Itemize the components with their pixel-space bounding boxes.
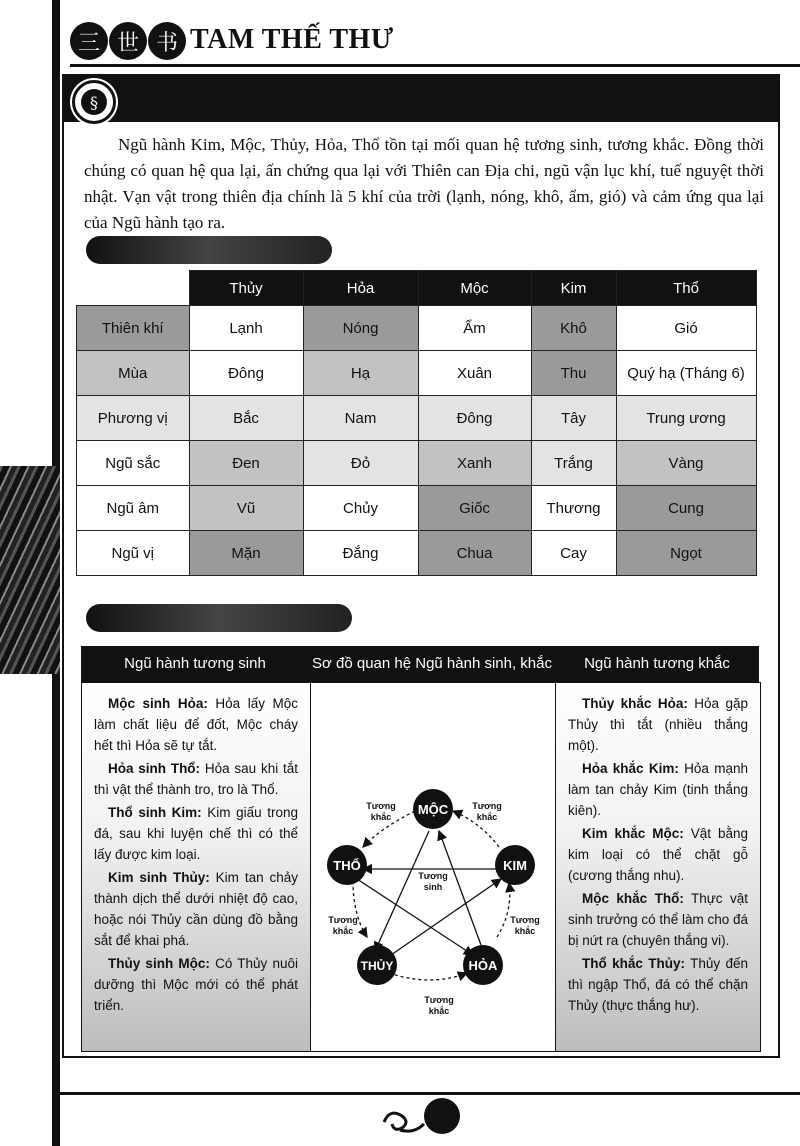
node-kim — [495, 845, 535, 885]
head-diagram: Sơ đồ quan hệ Ngũ hành sinh, khắc — [311, 655, 552, 672]
node-label: MỘC — [417, 802, 449, 817]
relations-header — [81, 646, 759, 682]
node-moc — [413, 789, 453, 829]
list-item — [568, 758, 748, 821]
table-cell: Đen — [189, 441, 303, 486]
node-hoa — [463, 945, 503, 985]
item-text: Kim tan chảy thành dịch thể dưới nhiệt độ cao, hoặc nói Thủy cần dùng đồ bằng sắt để khai phá. — [94, 870, 298, 948]
table-cell: Chua — [418, 531, 531, 576]
list-item — [568, 888, 748, 951]
five-elements-diagram — [311, 683, 555, 1051]
table-cell: Đông — [418, 396, 531, 441]
node-label: HỎA — [468, 958, 498, 973]
section-heading-pill — [86, 604, 352, 632]
item-title: Thổ khắc Thủy: — [582, 956, 685, 971]
sinh-label: sinh — [423, 882, 443, 892]
node-label: THỦY — [360, 959, 394, 973]
row-label: Ngũ âm — [77, 486, 190, 531]
row-label: Thiên khí — [77, 306, 190, 351]
page-number — [424, 1098, 460, 1134]
section-heading-pill — [86, 236, 332, 264]
table-cell: Ẩm — [418, 306, 531, 351]
row-label: Ngũ sắc — [77, 441, 190, 486]
khac-label: Tương — [424, 995, 454, 1005]
row-label: Mùa — [77, 351, 190, 396]
list-item — [568, 823, 748, 886]
table-cell: Ngọt — [616, 531, 756, 576]
list-item — [568, 693, 748, 756]
seal-icon: 三 — [70, 22, 108, 60]
elements-table — [76, 270, 757, 576]
table-cell: Nam — [303, 396, 418, 441]
row-label: Phương vị — [77, 396, 190, 441]
list-item — [94, 693, 298, 756]
table-cell: Cung — [616, 486, 756, 531]
table-header-row — [77, 271, 757, 306]
table-cell: Khô — [531, 306, 616, 351]
table-cell: Lạnh — [189, 306, 303, 351]
table-cell: Giốc — [418, 486, 531, 531]
table-cell: Xanh — [418, 441, 531, 486]
tuong-khac-text — [556, 683, 760, 1028]
node-tho — [327, 845, 367, 885]
column-header: Thủy — [189, 271, 303, 306]
table-cell: Đắng — [303, 531, 418, 576]
table-cell: Mặn — [189, 531, 303, 576]
head-tuong-sinh: Ngũ hành tương sinh — [124, 655, 266, 672]
tuong-sinh-text — [82, 683, 310, 1028]
item-text: Hỏa sau khi tắt thì vật thể thành tro, tro là Thổ. — [94, 761, 298, 797]
section-title-bar — [64, 76, 778, 122]
head-tuong-khac: Ngũ hành tương khắc — [584, 655, 730, 672]
list-item — [94, 953, 298, 1016]
khac-label: Tương — [366, 801, 396, 811]
item-text: Hỏa lấy Mộc làm chất liệu để đốt, Mộc cháy hết thì Hỏa sẽ tự tắt. — [94, 696, 298, 753]
table-corner — [77, 271, 190, 306]
footer-rule — [60, 1092, 800, 1095]
table-cell: Gió — [616, 306, 756, 351]
section-emblem-icon — [72, 80, 116, 124]
table-cell: Trắng — [531, 441, 616, 486]
item-title: Kim khắc Mộc: — [582, 826, 684, 841]
table-cell: Chủy — [303, 486, 418, 531]
table-row — [77, 486, 757, 531]
khac-label: khắc — [370, 812, 392, 822]
table-cell: Thu — [531, 351, 616, 396]
item-title: Mộc khắc Thổ: — [582, 891, 684, 906]
table-row — [77, 441, 757, 486]
item-text: Vật bằng kim loại có thể chặt gỗ (cương thắng nhu). — [568, 826, 748, 883]
table-cell: Tây — [531, 396, 616, 441]
table-row — [77, 351, 757, 396]
table-row — [77, 531, 757, 576]
table-cell: Vàng — [616, 441, 756, 486]
table-cell: Thương — [531, 486, 616, 531]
list-item — [94, 867, 298, 951]
table-cell: Bắc — [189, 396, 303, 441]
header-rule — [70, 64, 800, 67]
content-box — [62, 74, 780, 1058]
tuong-sinh-lines — [357, 831, 501, 955]
node-label: THỔ — [333, 858, 361, 873]
tuong-sinh-column — [81, 682, 311, 1052]
item-text: Thủy đến thì ngập Thổ, đá có thể chặn Thủy (thực thắng hư). — [568, 956, 748, 1013]
item-title: Mộc sinh Hỏa: — [108, 696, 208, 711]
seal-icon: 世 — [109, 22, 147, 60]
khac-label: khắc — [476, 812, 498, 822]
row-label: Ngũ vị — [77, 531, 190, 576]
page-header — [60, 0, 800, 66]
khac-label: khắc — [428, 1006, 450, 1016]
column-header: Mộc — [418, 271, 531, 306]
table-cell: Quý hạ (Tháng 6) — [616, 351, 756, 396]
node-thuy — [357, 945, 397, 985]
diagram-column — [310, 682, 556, 1052]
node-label: KIM — [503, 858, 527, 873]
item-title: Kim sinh Thủy: — [108, 870, 210, 885]
side-illustration — [0, 466, 60, 674]
table-cell: Nóng — [303, 306, 418, 351]
item-text: Kim giấu trong đá, sau khi luyện chế thì có thể lấy được kim loại. — [94, 805, 299, 862]
tuong-khac-column — [555, 682, 761, 1052]
item-title: Thổ sinh Kim: — [108, 805, 202, 820]
item-title: Hỏa sinh Thổ: — [108, 761, 201, 776]
table-cell: Xuân — [418, 351, 531, 396]
column-header: Hỏa — [303, 271, 418, 306]
table-row — [77, 396, 757, 441]
khac-label: khắc — [332, 926, 354, 936]
table-cell: Trung ương — [616, 396, 756, 441]
item-title: Hỏa khắc Kim: — [582, 761, 679, 776]
book-title: TAM THẾ THƯ — [190, 24, 394, 55]
table-cell: Cay — [531, 531, 616, 576]
column-header: Thổ — [616, 271, 756, 306]
list-item — [94, 802, 298, 865]
item-title: Thủy sinh Mộc: — [108, 956, 210, 971]
table-cell: Đỏ — [303, 441, 418, 486]
khac-label: khắc — [514, 926, 536, 936]
item-text: Thực vật sinh trưởng có thể làm cho đá bị nứt ra (chuyên thắng vi). — [568, 891, 748, 948]
list-item — [568, 953, 748, 1016]
swirl-icon: § — [81, 89, 107, 115]
table-cell: Vũ — [189, 486, 303, 531]
column-header: Kim — [531, 271, 616, 306]
table-cell: Hạ — [303, 351, 418, 396]
table-cell: Đông — [189, 351, 303, 396]
item-text: Hỏa gặp Thủy thì tắt (nhiều thắng một). — [568, 696, 748, 753]
seal-icon: 书 — [148, 22, 186, 60]
sinh-label: Tương — [418, 871, 448, 881]
item-text: Hỏa mạnh làm tan chảy Kim (tinh thắng kiên). — [568, 761, 748, 818]
table-row — [77, 306, 757, 351]
khac-label: Tương — [510, 915, 540, 925]
list-item — [94, 758, 298, 800]
item-title: Thủy khắc Hỏa: — [582, 696, 688, 711]
item-text: Có Thủy nuôi dưỡng thì Mộc mới có thể phát triển. — [94, 956, 298, 1013]
khac-label: Tương — [328, 915, 358, 925]
intro-paragraph: Ngũ hành Kim, Mộc, Thủy, Hỏa, Thổ tồn tại mối quan hệ tương sinh, tương khắc. Đồng thời chúng có quan hệ qua lại, ấn chứng qua lại với Thiên can Địa chi, ngũ vận lục khí, tuế nguyệt thời nhật. Vạn vật trong thiên địa chính là 5 khí của trời (lạnh, nóng, khô, ẩm, gió) và cảm ứng qua lại của Ngũ hành tạo ra. — [84, 135, 764, 232]
khac-label: Tương — [472, 801, 502, 811]
